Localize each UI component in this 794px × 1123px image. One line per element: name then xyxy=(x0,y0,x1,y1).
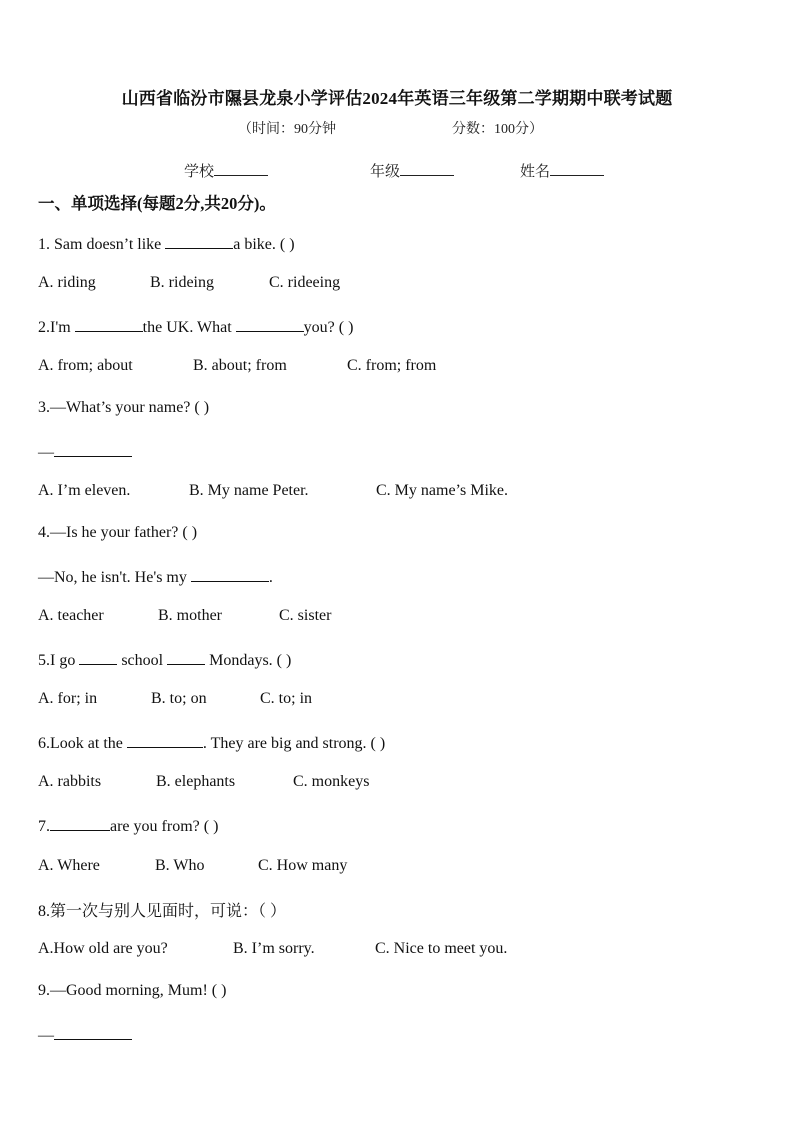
answer-dash: — xyxy=(38,444,54,461)
option-b[interactable]: B. to; on xyxy=(151,690,207,707)
answer-blank[interactable] xyxy=(236,316,304,332)
question-2-text-mid: the UK. What xyxy=(142,319,236,336)
option-c[interactable]: C. My name’s Mike. xyxy=(376,482,508,499)
question-7-text: 7. xyxy=(38,818,50,835)
school-blank[interactable] xyxy=(214,161,268,176)
question-1 xyxy=(38,233,295,254)
option-b[interactable]: B. about; from xyxy=(193,357,287,374)
question-2-text: 2.I'm xyxy=(38,319,75,336)
question-8 xyxy=(38,898,286,921)
option-a[interactable]: A. riding xyxy=(38,274,96,291)
exam-score: 分数：100分） xyxy=(452,122,543,137)
question-5 xyxy=(38,649,291,670)
question-5-text: 5.I go xyxy=(38,652,80,669)
option-c[interactable]: C. Nice to meet you. xyxy=(375,940,508,957)
option-a[interactable]: A. teacher xyxy=(38,607,104,624)
question-5-text-end: Mondays. ( ) xyxy=(205,652,292,669)
answer-blank[interactable] xyxy=(79,649,117,665)
answer-blank[interactable] xyxy=(50,815,110,831)
question-2 xyxy=(38,316,353,337)
option-b[interactable]: B. mother xyxy=(158,607,222,624)
question-3 xyxy=(38,399,209,417)
question-4 xyxy=(38,524,197,542)
question-8-text: 8.第一次与别人见面时，可说：（ ） xyxy=(38,903,287,920)
question-5-text-mid: school xyxy=(117,652,168,669)
question-2-text-end: you? ( ) xyxy=(303,319,354,336)
option-a[interactable]: A.How old are you? xyxy=(38,940,168,957)
question-3-answer xyxy=(38,441,132,462)
option-b[interactable]: B. I’m sorry. xyxy=(233,940,315,957)
name-field xyxy=(520,160,604,181)
question-3-text: 3.—What’s your name? ( ) xyxy=(38,399,210,416)
option-c[interactable]: C. How many xyxy=(258,857,348,874)
question-7-text-end: are you from? ( ) xyxy=(110,818,219,835)
option-c[interactable]: C. to; in xyxy=(260,690,313,707)
option-a[interactable]: A. for; in xyxy=(38,690,98,707)
option-b[interactable]: B. elephants xyxy=(156,773,236,790)
school-field xyxy=(184,160,268,181)
answer-blank[interactable] xyxy=(54,441,132,457)
answer-blank[interactable] xyxy=(165,233,233,249)
option-b[interactable]: B. rideing xyxy=(150,274,214,291)
grade-blank[interactable] xyxy=(400,161,454,176)
school-label: 学校 xyxy=(184,164,215,180)
question-4-text-end: . xyxy=(268,569,273,586)
option-c[interactable]: C. rideeing xyxy=(269,274,341,291)
option-c[interactable]: C. sister xyxy=(279,607,332,624)
name-label: 姓名 xyxy=(520,164,551,180)
name-blank[interactable] xyxy=(550,161,604,176)
question-6-text-end: . They are big and strong. ( ) xyxy=(202,735,386,752)
answer-blank[interactable] xyxy=(75,316,143,332)
question-1-text-end: a bike. ( ) xyxy=(233,236,295,253)
question-1-text: 1. Sam doesn’t like xyxy=(38,236,166,253)
question-4-text: 4.—Is he your father? ( ) xyxy=(38,524,198,541)
page-title: 山西省临汾市隰县龙泉小学评估2024年英语三年级第二学期期中联考试题 xyxy=(121,89,673,108)
answer-blank[interactable] xyxy=(167,649,205,665)
answer-dash: — xyxy=(38,1027,54,1044)
question-6-text: 6.Look at the xyxy=(38,735,127,752)
option-b[interactable]: B. My name Peter. xyxy=(189,482,309,499)
option-c[interactable]: C. monkeys xyxy=(293,773,370,790)
question-7 xyxy=(38,815,218,836)
option-b[interactable]: B. Who xyxy=(155,857,205,874)
option-a[interactable]: A. from; about xyxy=(38,357,133,374)
question-9-answer xyxy=(38,1024,132,1045)
question-9 xyxy=(38,982,226,1000)
answer-blank[interactable] xyxy=(191,566,269,582)
question-4-text-2: —No, he isn't. He's my xyxy=(38,569,191,586)
section-heading: 一、单项选择(每题2分,共20分)。 xyxy=(38,194,276,213)
grade-field xyxy=(370,160,454,181)
answer-blank[interactable] xyxy=(127,732,203,748)
answer-blank[interactable] xyxy=(54,1024,132,1040)
option-a[interactable]: A. rabbits xyxy=(38,773,102,790)
grade-label: 年级 xyxy=(370,164,401,180)
question-4-line2 xyxy=(38,566,273,587)
question-6 xyxy=(38,732,385,753)
option-a[interactable]: A. I’m eleven. xyxy=(38,482,131,499)
exam-time: （时间：90分钟 xyxy=(238,122,336,137)
question-9-text: 9.—Good morning, Mum! ( ) xyxy=(38,982,227,999)
option-a[interactable]: A. Where xyxy=(38,857,100,874)
option-c[interactable]: C. from; from xyxy=(347,357,437,374)
